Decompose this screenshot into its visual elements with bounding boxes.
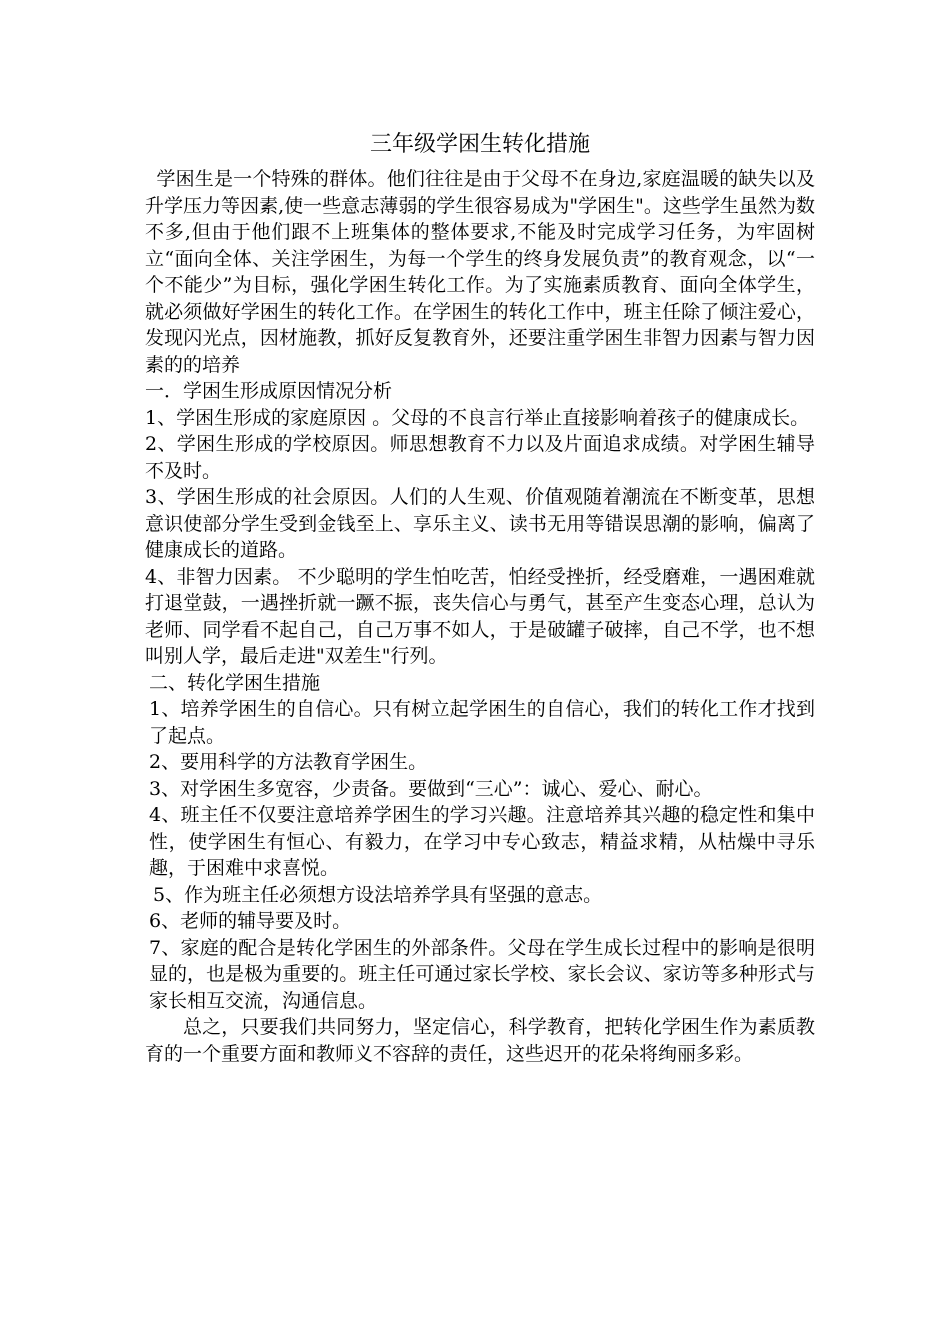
section2-item-2: 2、要用科学的方法教育学困生。 <box>149 751 428 773</box>
intro-paragraph: 学困生是一个特殊的群体。他们往往是由于父母不在身边,家庭温暖的缺失以及升学压力等因素,使一些意志薄弱的学生很容易成为"学困生"。这些学生虽然为数不多,但由于他们跟不上班集体的整体要求,不能及时完成学习任务，为牢固树立“面向全体、关注学困生，为每一个学生的终身发展负责”的教育观念，以“一个不能少”为目标，强化学困生转化工作。为了实施素质教育、面向全体学生，就必须做好学困生的转化工作。在学困生的转化工作中，班主任除了倾注爱心，发现闪光点，因材施教，抓好反复教育外，还要注重学困生非智力因素与智力因素的的培养 <box>145 168 815 376</box>
section1-item-2: 2、学困生形成的学校原因。师思想教育不力以及片面追求成绩。对学困生辅导不及时。 <box>145 433 815 482</box>
section2-heading: 二、转化学困生措施 <box>149 671 321 694</box>
section2-item-6: 6、老师的辅导要及时。 <box>149 910 352 932</box>
section2-item-7: 7、家庭的配合是转化学困生的外部条件。父母在学生成长过程中的影响是很明显的，也是极为重要的。班主任可通过家长学校、家长会议、家访等多种形式与家长相互交流，沟通信息。 <box>149 936 815 1012</box>
section1-item-1: 1、学困生形成的家庭原因 。父母的不良言行举止直接影响着孩子的健康成长。 <box>145 406 810 429</box>
section2-item-1: 1、培养学困生的自信心。只有树立起学困生的自信心，我们的转化工作才找到了起点。 <box>149 698 815 747</box>
section1-heading: 一．学困生形成原因情况分析 <box>145 380 393 402</box>
section1-item-3: 3、学困生形成的社会原因。人们的人生观、价值观随着潮流在不断变革，思想意识使部分学生受到金钱至上、享乐主义、读书无用等错误思潮的影响，偏离了健康成长的道路。 <box>145 486 815 561</box>
section2-item-4: 4、班主任不仅要注意培养学困生的学习兴趣。注意培养其兴趣的稳定性和集中性，使学困生有恒心、有毅力，在学习中专心致志，精益求精，从枯燥中寻乐趣，于困难中求喜悦。 <box>149 804 815 879</box>
section2-item-3: 3、对学困生多宽容，少责备。要做到“三心”：诚心、爱心、耐心。 <box>149 777 713 800</box>
section1-item-4: 4、非智力因素。 不少聪明的学生怕吃苦，怕经受挫折，经受磨难，一遇困难就打退堂鼓，一遇挫折就一蹶不振，丧失信心与勇气，甚至产生变态心理，总认为老师、同学看不起自己，自己万事不如人，于是破罐子破摔，自己不学，也不想叫别人学，最后走进"双差生"行列。 <box>145 565 815 667</box>
section2-item-5: 5、作为班主任必须想方设法培养学具有坚强的意志。 <box>153 883 603 906</box>
document-page <box>145 130 815 1067</box>
conclusion-paragraph: 总之，只要我们共同努力，坚定信心，科学教育，把转化学困生作为素质教育的一个重要方面和教师义不容辞的责任，这些迟开的花朵将绚丽多彩。 <box>145 1016 815 1065</box>
document-title: 三年级学困生转化措施 <box>369 132 590 157</box>
